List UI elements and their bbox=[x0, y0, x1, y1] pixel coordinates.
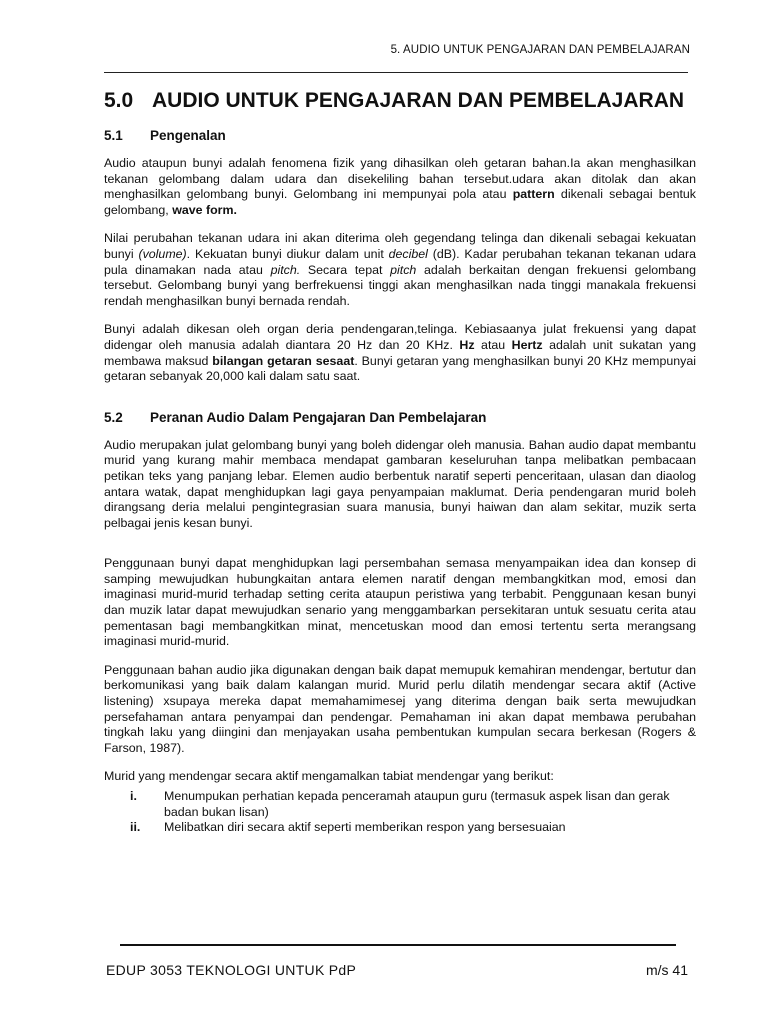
italic-term: (volume) bbox=[138, 246, 187, 261]
text-run: . Bunyi getaran yang menghasilkan bunyi 20 KHz mempunyai getaran sebanyak 20,000 kali dalam satu saat. bbox=[104, 353, 696, 384]
section-title: Peranan Audio Dalam Pengajaran Dan Pembelajaran bbox=[150, 409, 487, 425]
list-marker: i. bbox=[130, 789, 137, 803]
bold-term: Hertz bbox=[511, 337, 543, 352]
section-number: 5.2 bbox=[104, 409, 123, 425]
section-title: Pengenalan bbox=[150, 128, 226, 143]
paragraph bbox=[104, 556, 696, 650]
header-rule bbox=[104, 72, 688, 73]
paragraph bbox=[104, 663, 696, 757]
chapter-title bbox=[104, 88, 696, 114]
paragraph bbox=[104, 231, 696, 309]
text-run: atau bbox=[474, 337, 512, 352]
text-run: Audio merupakan julat gelombang bunyi yang boleh didengar oleh manusia. Bahan audio dapat membantu murid yang kurang mahir membaca mendapat gambaran keseluruhan tanpa melibatkan pembacaan petikan teks yang panjang lebar. Elemen audio berbentuk naratif seperti penceritaan, ulasan dan diaolog antara watak, dapat menghidupkan lagi gaya penyampaian maklumat. Deria pendengaran murid boleh dirangsang deria melalui pengintegrasian suara manusia, bunyi haiwan dan alam sekitar, muzik serta pelbagai jenis kesan bunyi. bbox=[104, 437, 696, 530]
text-run: Penggunaan bunyi dapat menghidupkan lagi persembahan semasa menyampaikan idea dan konsep di samping mewujudkan hubungkaitan antara elemen naratif dengan membangkitkan mod, emosi dan imaginasi murid-murid terhadap setting cerita ataupun peristiwa yang terbabit. Penggunaan kesan bunyi dan muzik latar dapat mewujudkan senario yang menggambarkan persekitaran untuk sesuatu cerita atau pementasan bagi membangkitkan minat, mencetuskan mood dan emosi tertentu serta merangsang imaginasi murid-murid. bbox=[104, 556, 696, 649]
text-run: adalah unit sukatan yang membawa maksud bbox=[104, 337, 696, 368]
list-item-text: Melibatkan diri secara aktif seperti memberikan respon yang bersesuaian bbox=[164, 820, 566, 835]
text-run: dikenali sebagai bentuk gelombang, bbox=[104, 187, 697, 217]
text-run: (dB). Kadar perubahan tekanan tekanan udara pula dinamakan nada atau bbox=[104, 246, 696, 277]
footer-course: EDUP 3053 TEKNOLOGI UNTUK PdP bbox=[106, 962, 357, 978]
footer-page-number: m/s 41 bbox=[645, 962, 688, 978]
bold-term: pattern bbox=[512, 187, 555, 202]
page-content bbox=[104, 88, 696, 836]
italic-term: decibel bbox=[388, 246, 428, 261]
bold-term: Hz bbox=[459, 337, 475, 352]
habit-list bbox=[104, 789, 696, 836]
list-marker: ii. bbox=[130, 820, 141, 835]
paragraph bbox=[104, 156, 696, 218]
text-run: . Kekuatan bunyi diukur dalam unit bbox=[186, 246, 389, 261]
section-number: 5.1 bbox=[104, 128, 123, 143]
text-run: Nilai perubahan tekanan udara ini akan diterima oleh gegendang telinga dan dikenali sebagai kekuatan bunyi bbox=[104, 231, 696, 261]
text-run: Murid yang mendengar secara aktif mengamalkan tabiat mendengar yang berikut: bbox=[104, 769, 554, 784]
list-item bbox=[104, 820, 696, 836]
text-run: Secara tepat bbox=[300, 262, 391, 277]
bold-term: wave form. bbox=[172, 202, 237, 217]
section-heading-5-1 bbox=[104, 128, 696, 143]
paragraph bbox=[104, 769, 696, 785]
chapter-title-text: AUDIO UNTUK PENGAJARAN DAN PEMBELAJARAN bbox=[152, 89, 685, 112]
bold-term: bilangan getaran sesaat bbox=[212, 353, 355, 368]
list-item-text: Menumpukan perhatian kepada penceramah ataupun guru (termasuk aspek lisan dan gerak badan bukan lisan) bbox=[164, 789, 670, 819]
footer-rule bbox=[120, 944, 676, 946]
text-run: adalah berkaitan dengan frekuensi gelombang tersebut. Gelombang bunyi yang berfrekuensi tinggi akan menghasilkan nada tinggi manakala frekuensi rendah menghasilkan bunyi bernada rendah. bbox=[104, 262, 696, 308]
chapter-number: 5.0 bbox=[104, 89, 134, 112]
text-run: Audio ataupun bunyi adalah fenomena fizik yang dihasilkan oleh getaran bahan.Ia akan menghasilkan tekanan gelombang dalam udara dan disekeliling bahan tersebut.udara akan ditolak dan akan menghasilkan gelombang bunyi. Gelombang ini mempunyai pola atau bbox=[104, 156, 696, 202]
section-heading-5-2 bbox=[104, 410, 696, 425]
italic-term: pitch bbox=[390, 262, 417, 277]
italic-term: pitch. bbox=[270, 262, 301, 277]
paragraph bbox=[104, 322, 696, 384]
paragraph bbox=[104, 438, 696, 532]
list-item bbox=[104, 789, 696, 820]
running-header: 5. AUDIO UNTUK PENGAJARAN DAN PEMBELAJARAN bbox=[390, 44, 690, 56]
text-run: Penggunaan bahan audio jika digunakan dengan baik dapat memupuk kemahiran mendengar, bertutur dan berkomunikasi yang baik dalam kalangan murid. Murid perlu dilatih mendengar secara aktif (Active listening) xsupaya mereka dapat memahamimesej yang diterima dengan baik serta mewujudkan persefahaman antara penyampai dan pendengar. Pemahaman ini akan dapat membawa perubahan tingkah laku yang diingini dan menjayakan usaha pembentukan kumpulan secara berkesan (Rogers & Farson, 1987). bbox=[104, 662, 696, 755]
text-run: Bunyi adalah dikesan oleh organ deria pendengaran,telinga. Kebiasaanya julat frekuensi yang dapat didengar oleh manusia adalah diantara 20 Hz dan 20 KHz. bbox=[104, 322, 696, 352]
